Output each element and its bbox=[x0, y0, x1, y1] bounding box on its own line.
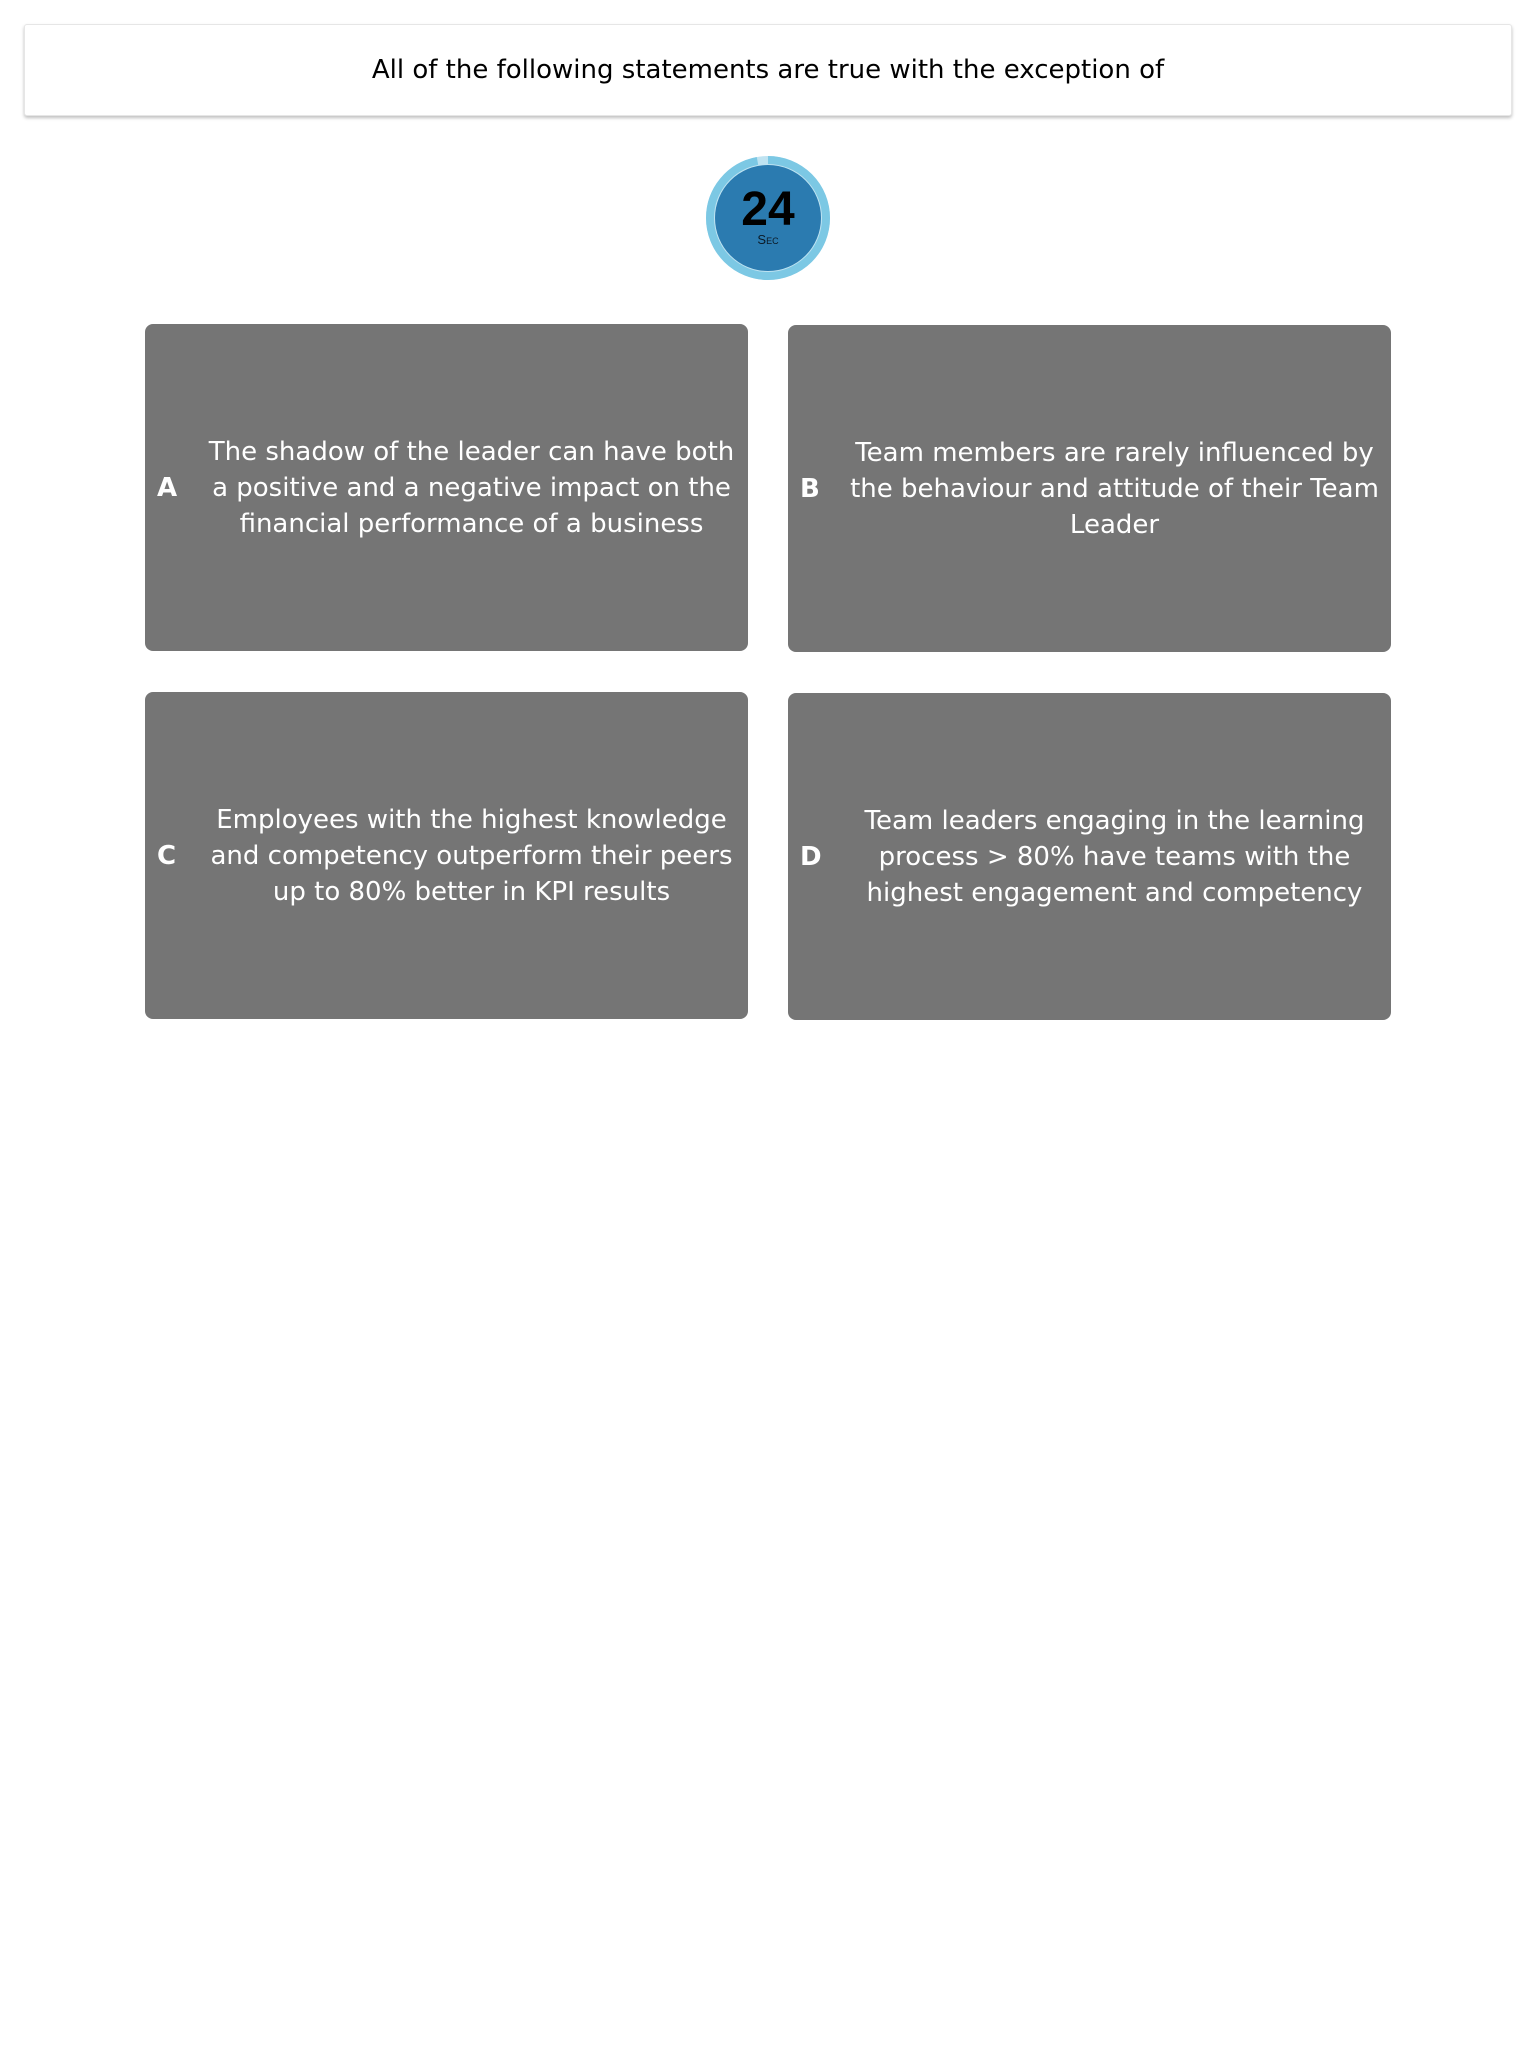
answer-letter: C bbox=[157, 840, 177, 871]
answer-text: Team leaders engaging in the learning process > 80% have teams with the highest engagement and competency bbox=[864, 805, 1365, 908]
question-text: All of the following statements are true with the exception of bbox=[371, 55, 1165, 85]
answer-option-c[interactable] bbox=[145, 692, 748, 1019]
answer-option-b[interactable] bbox=[788, 325, 1391, 652]
timer-unit: Sec bbox=[757, 232, 779, 247]
answer-text: Employees with the highest knowledge and competency outperform their peers up to 80% better in KPI results bbox=[210, 804, 733, 907]
answer-text: Team members are rarely influenced by the behaviour and attitude of their Team Leader bbox=[850, 437, 1379, 540]
question-card bbox=[24, 24, 1512, 116]
answer-option-a[interactable] bbox=[145, 324, 748, 651]
answer-letter: D bbox=[800, 841, 822, 872]
answer-letter: B bbox=[800, 473, 820, 504]
answer-text: The shadow of the leader can have both a positive and a negative impact on the financial performance of a business bbox=[208, 436, 735, 539]
answer-letter: A bbox=[157, 472, 178, 503]
answer-option-d[interactable] bbox=[788, 693, 1391, 1020]
timer-seconds: 24 bbox=[741, 183, 795, 236]
countdown-timer bbox=[704, 154, 832, 282]
